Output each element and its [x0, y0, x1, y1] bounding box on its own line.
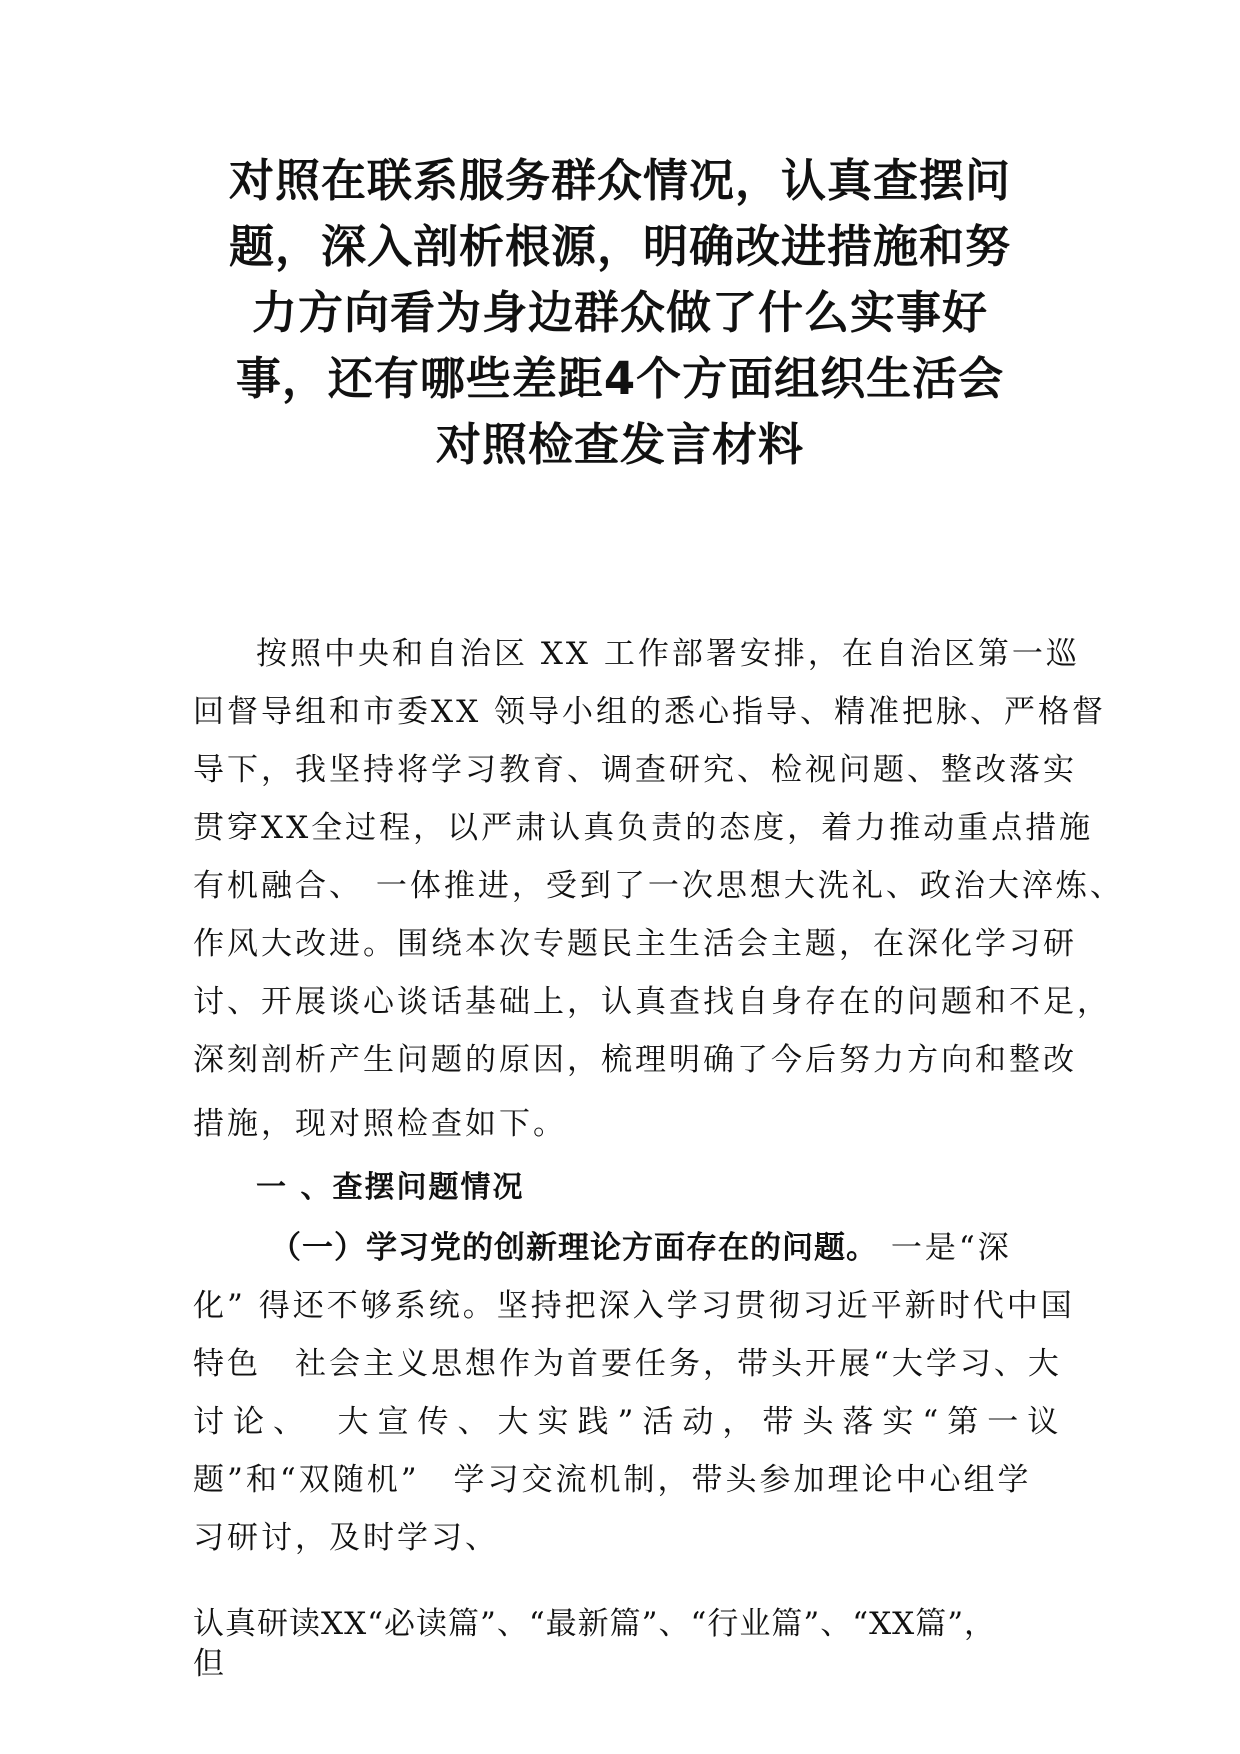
document-title	[180, 148, 1060, 478]
intro-line: 贯穿XX全过程，以严肃认真负责的态度，着力推动重点措施	[193, 810, 1094, 846]
subsection-line: 题”和“双随机” 学习交流机制，带头参加理论中心组学	[193, 1462, 1032, 1498]
trailing-line: 但	[193, 1646, 227, 1682]
subsection-heading: （一）学习党的创新理论方面存在的问题。	[270, 1230, 878, 1266]
subsection-line: 特色 社会主义思想作为首要任务，带头开展“大学习、大	[193, 1346, 1062, 1382]
title-line: 对照检查发言材料	[435, 418, 804, 471]
intro-line: 有机融合、 一体推进，受到了一次思想大洗礼、政治大淬炼、	[193, 868, 1124, 904]
intro-line: 回督导组和市委XX 领导小组的悉心指导、精准把脉、严格督	[193, 694, 1106, 730]
trailing-line: 认真研读XX“必读篇”、“最新篇”、“行业篇”、“XX篇”，	[193, 1606, 997, 1642]
intro-line: 作风大改进。围绕本次专题民主生活会主题，在深化学习研	[193, 926, 1077, 962]
intro-line: 深刻剖析产生问题的原因，梳理明确了今后努力方向和整改	[193, 1042, 1077, 1078]
title-line: 题，深入剖析根源，明确改进措施和努	[228, 220, 1011, 273]
section-heading: 一 、查摆问题情况	[256, 1170, 525, 1205]
title-line: 对照在联系服务群众情况，认真查摆问	[228, 154, 1011, 207]
subsection-first-line	[270, 1222, 1012, 1267]
intro-line: 导下，我坚持将学习教育、调查研究、检视问题、整改落实	[193, 752, 1077, 788]
intro-line: 措施，现对照检查如下。	[193, 1106, 567, 1142]
title-line: 事，还有哪些差距4个方面组织生活会	[235, 352, 1005, 405]
intro-line: 按照中央和自治区 XX 工作部署安排，在自治区第一巡	[256, 636, 1080, 672]
title-line: 力方向看为身边群众做了什么实事好	[251, 286, 988, 339]
subsection-first-tail: 一是“深	[878, 1230, 1012, 1266]
subsection-line: 讨论、 大宣传、大实践”活动，带头落实“第一议	[193, 1404, 1068, 1440]
subsection-line: 化” 得还不够系统。坚持把深入学习贯彻习近平新时代中国	[193, 1288, 1075, 1324]
subsection-line: 习研讨，及时学习、	[193, 1520, 499, 1556]
intro-line: 讨、开展谈心谈话基础上，认真查找自身存在的问题和不足，	[193, 984, 1111, 1020]
